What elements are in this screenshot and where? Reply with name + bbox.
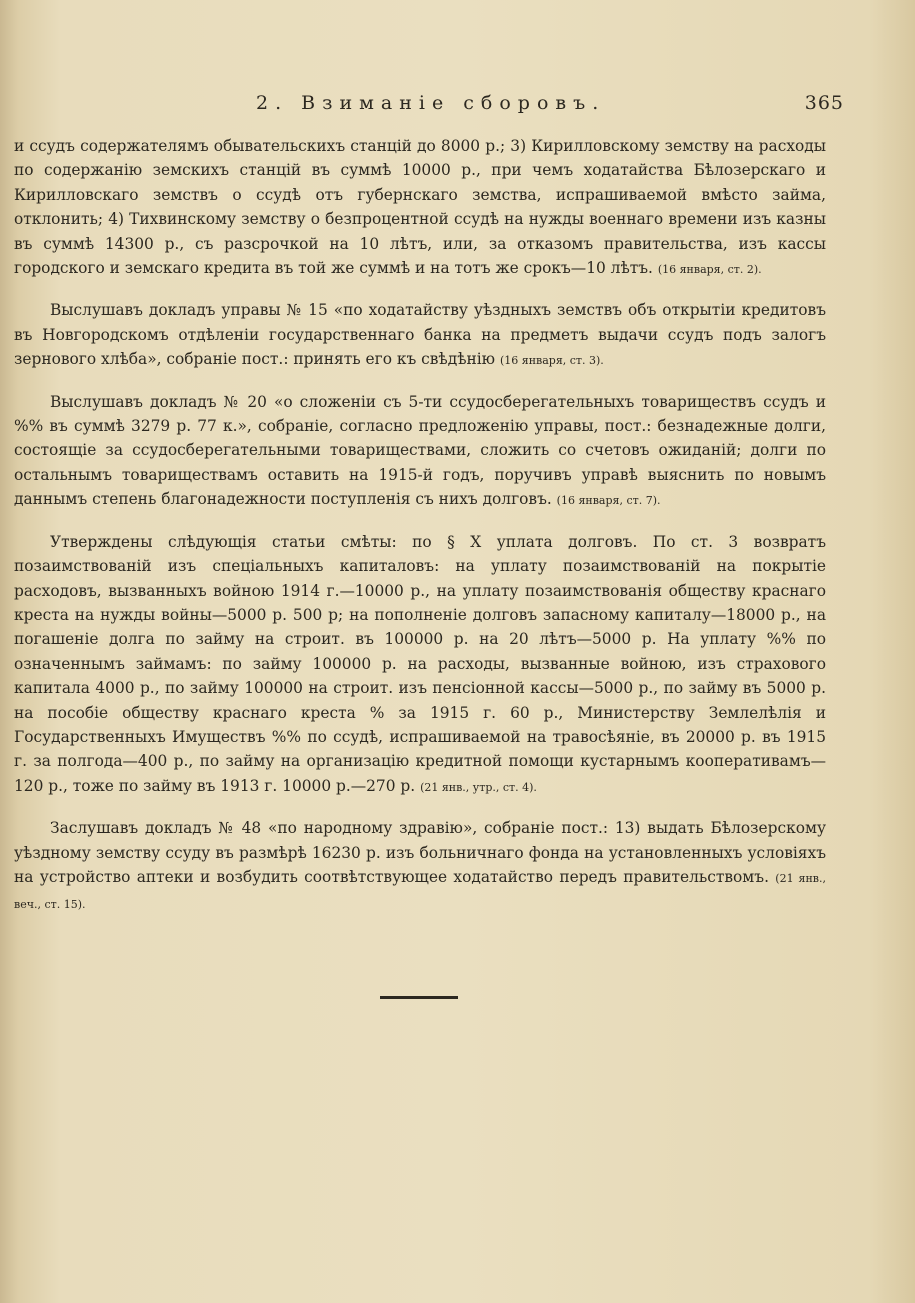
page-number: 365 bbox=[804, 92, 844, 114]
paragraph-4-text: Утверждены слѣдующія статьи смѣты: по § X уплата долговъ. По ст. 3 возвратъ позаимствованій изъ спеціальныхъ капиталовъ: на уплату позаимствованій на покрытіе расходовъ, вызванныхъ войною 1914 г.—10000 р., на уплату позаимствованія обществу краснаго креста на нужды войны—5000 р. 500 р; на пополненіе долговъ запасному капиталу—18000 р., на погашеніе долга по займу на строит. въ 100000 р. на 20 лѣтъ—5000 р. На уплату %% по означеннымъ займамъ: по займу 100000 р. на расходы, вызванные войною, изъ страхового капитала 4000 р., по займу 100000 на строит. изъ пенсіонной кассы—5000 р., по займу въ 5000 р. на пособіе обществу краснаго креста % за 1915 г. 60 р., Министерству Землелѣлія и Государственныхъ Имуществъ %% по ссудѣ, испрашиваемой на травосѣяніе, въ 20000 р. въ 1915 г. за полгода—400 р., по займу на организацію кредитной помощи кустарнымъ кооперативамъ—120 р., тоже по займу въ 1913 г. 10000 р.—270 р. bbox=[14, 532, 826, 795]
paragraph-3-text: Выслушавъ докладъ № 20 «о сложеніи съ 5-ти ссудосберегательныхъ товариществъ ссудъ и %% въ суммѣ 3279 р. 77 к.», собраніе, согласно предложенію управы, пост.: безнадежные долги, состоящіе за ссудосберегательными товариществами, сложить со счетовъ ожиданій; долги по остальнымъ товариществамъ оставить на 1915-й годъ, поручивъ управѣ выяснить по новымъ даннымъ степень благонадежности поступленія съ нихъ долговъ. bbox=[14, 392, 826, 509]
paragraph-1-reference: (16 января, ст. 2). bbox=[657, 263, 762, 277]
paragraph-5 bbox=[14, 816, 826, 918]
paragraph-5-reference: (21 янв., веч., ст. 15). bbox=[14, 871, 826, 912]
header-title: 2. Взиманіе сборовъ. bbox=[256, 92, 606, 114]
paragraph-5-text: Заслушавъ докладъ № 48 «по народному здравію», собраніе пост.: 13) выдать Бѣлозерскому уѣздному земству ссуду въ размѣрѣ 16230 р. изъ больничнаго фонда на установленныхъ условіяхъ на устройство аптеки и возбудить соотвѣтствующее ходатайство передъ правительствомъ. bbox=[14, 819, 826, 886]
paragraph-3-reference: (16 января, ст. 7). bbox=[556, 494, 661, 508]
paragraph-4-reference: (21 янв., утр., ст. 4). bbox=[420, 780, 537, 794]
paragraph-1 bbox=[14, 134, 826, 282]
paragraph-1-text: и ссудъ содержателямъ обывательскихъ станцій до 8000 р.; 3) Кирилловскому земству на расходы по содержанію земскихъ станцій въ суммѣ 10000 р., при чемъ ходатайства Бѣлозерскаго и Кирилловскаго земствъ о ссудѣ отъ губернскаго земства, испрашиваемой вмѣсто займа, отклонить; 4) Тихвинскому земству о безпроцентной ссудѣ на нужды военнаго времени изъ казны въ суммѣ 14300 р., съ разсрочкой на 10 лѣтъ, или, за отказомъ правительства, изъ кассы городского и земскаго кредита въ той же суммѣ и на тотъ же срокъ—10 лѣтъ. bbox=[14, 137, 826, 278]
section-end-rule bbox=[380, 996, 458, 999]
body-text bbox=[14, 134, 826, 934]
paragraph-3 bbox=[14, 390, 826, 514]
paragraph-4 bbox=[14, 530, 826, 800]
paragraph-2-reference: (16 января, ст. 3). bbox=[499, 354, 604, 368]
paragraph-2-text: Выслушавъ докладъ управы № 15 «по ходатайству уѣздныхъ земствъ объ открытіи кредитовъ въ Новгородскомъ отдѣленіи государственнаго банка на предметъ выдачи ссудъ подъ залогъ зернового хлѣба», собраніе пост.: принять его къ свѣдѣнію bbox=[14, 301, 826, 369]
running-header bbox=[16, 92, 844, 120]
paragraph-2 bbox=[14, 298, 826, 373]
